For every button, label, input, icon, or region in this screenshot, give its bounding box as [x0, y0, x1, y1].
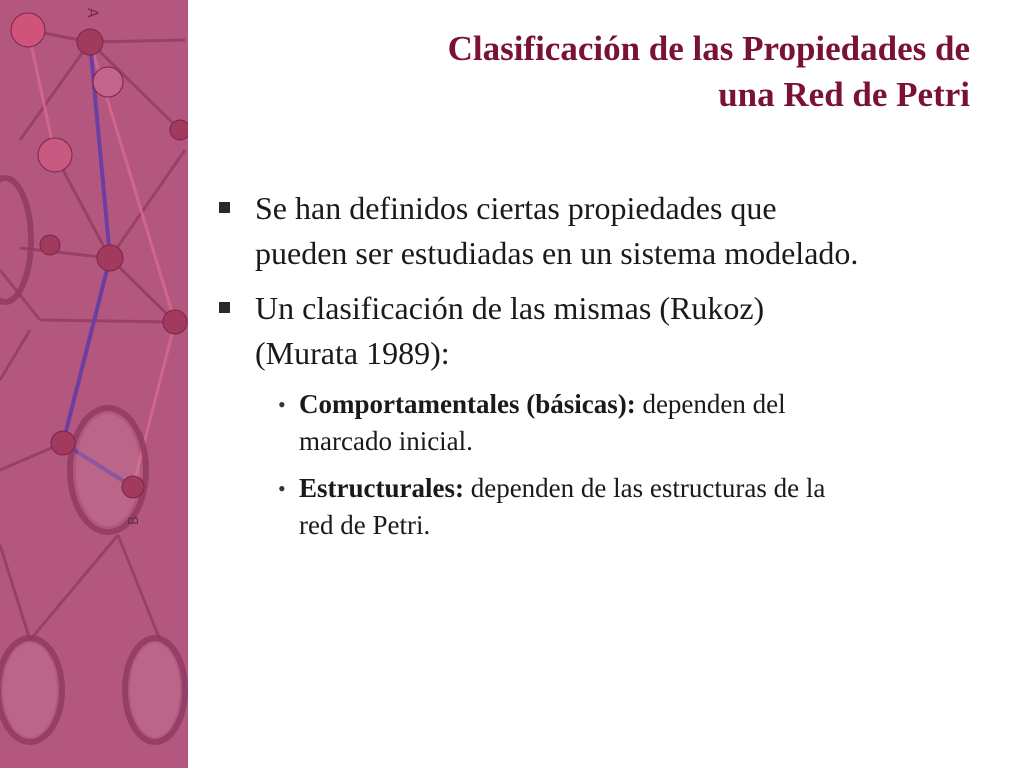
- label-b: B: [127, 516, 142, 525]
- sub-bullet-item: [278, 470, 994, 544]
- decorative-petri-net-panel: [0, 0, 188, 768]
- sub-bullet-text-line: red de Petri.: [299, 510, 431, 540]
- slide-title-line-2: una Red de Petri: [718, 75, 970, 114]
- sub-bullet-text-line: [299, 470, 994, 507]
- label-a: A: [84, 8, 100, 18]
- bullet-item: [214, 186, 994, 276]
- bullet-item: [214, 286, 994, 376]
- slide-title: [270, 26, 970, 118]
- bullet-text-line: Se han definidos ciertas propiedades que: [255, 190, 777, 226]
- bullet-text-line: (Murata 1989):: [255, 335, 450, 371]
- bullet-text-line: Un clasificación de las mismas (Rukoz): [255, 290, 765, 326]
- sub-bullet-term: Estructurales:: [299, 473, 464, 503]
- dot-bullet-icon: •: [278, 392, 286, 417]
- sub-bullet-item: [278, 386, 994, 460]
- slide-content: [214, 186, 994, 554]
- square-bullet-icon: [219, 302, 230, 313]
- sub-bullet-term: Comportamentales (básicas):: [299, 389, 636, 419]
- dot-bullet-icon: •: [278, 476, 286, 501]
- slide-title-line-1: Clasificación de las Propiedades de: [447, 29, 970, 68]
- sub-bullet-description: dependen del: [642, 389, 786, 419]
- bullet-text-line: pueden ser estudiadas en un sistema modelado.: [255, 235, 859, 271]
- sub-bullet-text-line: marcado inicial.: [299, 426, 473, 456]
- sub-bullet-text-line: [299, 386, 994, 423]
- sub-bullet-description: dependen de las estructuras de la: [470, 473, 826, 503]
- petri-net-graphic: [0, 0, 188, 768]
- square-bullet-icon: [219, 202, 230, 213]
